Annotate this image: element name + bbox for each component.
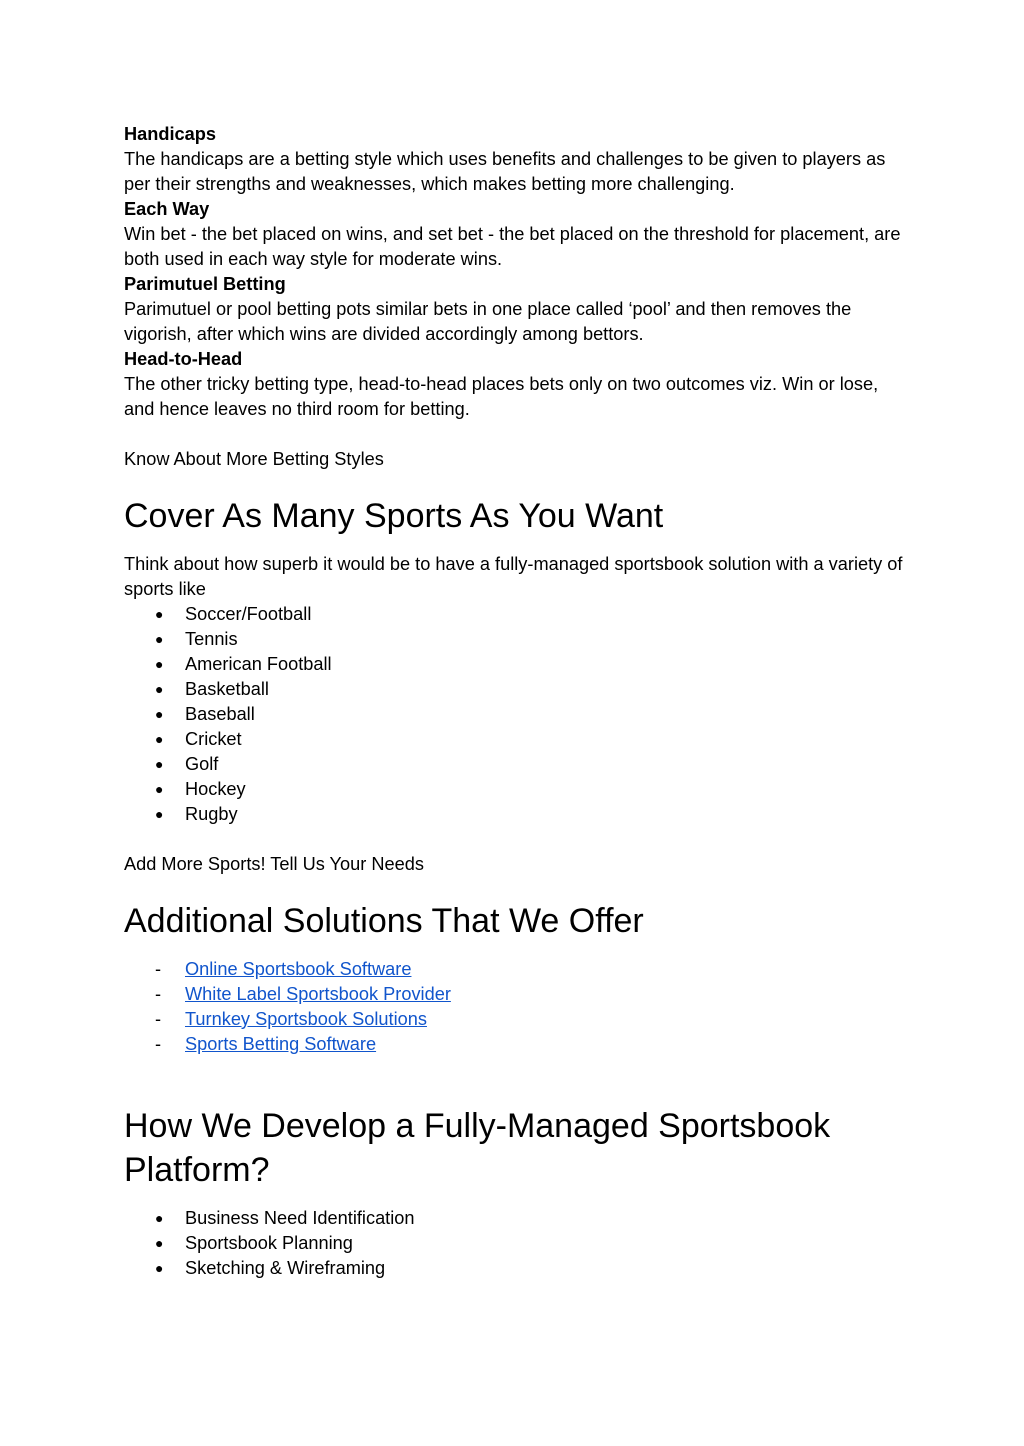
dash-marker: -	[155, 1009, 162, 1029]
sport-label: Tennis	[185, 629, 238, 649]
step-label: Sportsbook Planning	[185, 1233, 353, 1253]
betting-definitions	[124, 122, 904, 422]
sport-label: Golf	[185, 754, 219, 774]
develop-list	[124, 1206, 904, 1281]
spacer	[124, 827, 904, 852]
bullet-icon: ●	[155, 606, 164, 622]
know-more-text: Know About More Betting Styles	[124, 449, 384, 469]
list-item	[124, 1032, 904, 1057]
spacer	[124, 422, 904, 447]
step-label: Business Need Identification	[185, 1208, 415, 1228]
list-item	[124, 802, 904, 827]
definition-text: The other tricky betting type, head-to-head places bets only on two outcomes viz. Win or lose, and hence leaves no third room for betting.	[124, 374, 879, 419]
sports-list	[124, 602, 904, 827]
solutions-heading: Additional Solutions That We Offer	[124, 902, 644, 940]
list-item	[124, 727, 904, 752]
document-page	[124, 122, 904, 1281]
bullet-icon: ●	[155, 1260, 164, 1276]
sports-cta: Add More Sports! Tell Us Your Needs	[124, 854, 424, 874]
definition-term: Each Way	[124, 199, 210, 219]
definition-term: Handicaps	[124, 124, 216, 144]
list-item	[124, 652, 904, 677]
bullet-icon: ●	[155, 1210, 164, 1226]
solutions-list	[124, 957, 904, 1057]
sport-label: American Football	[185, 654, 332, 674]
list-item	[124, 627, 904, 652]
list-item	[124, 677, 904, 702]
dash-marker: -	[155, 1034, 162, 1054]
list-item	[124, 1231, 904, 1256]
bullet-icon: ●	[155, 656, 164, 672]
list-item	[124, 1206, 904, 1231]
list-item	[124, 1256, 904, 1281]
link-sports-betting-software[interactable]: Sports Betting Software	[185, 1034, 377, 1054]
sport-label: Baseball	[185, 704, 255, 724]
list-item	[124, 752, 904, 777]
sport-label: Basketball	[185, 679, 269, 699]
definition-term: Parimutuel Betting	[124, 274, 286, 294]
bullet-icon: ●	[155, 631, 164, 647]
link-white-label-sportsbook-provider[interactable]: White Label Sportsbook Provider	[185, 984, 451, 1004]
link-turnkey-sportsbook-solutions[interactable]: Turnkey Sportsbook Solutions	[185, 1009, 427, 1029]
sport-label: Rugby	[185, 804, 238, 824]
list-item	[124, 1007, 904, 1032]
sport-label: Cricket	[185, 729, 242, 749]
sport-label: Soccer/Football	[185, 604, 312, 624]
develop-heading: How We Develop a Fully-Managed Sportsbook Platform?	[124, 1107, 831, 1189]
definition-text: The handicaps are a betting style which uses benefits and challenges to be given to players as per their strengths and weaknesses, which makes betting more challenging.	[124, 149, 886, 194]
bullet-icon: ●	[155, 731, 164, 747]
definition-text: Parimutuel or pool betting pots similar bets in one place called ‘pool’ and then removes the vigorish, after which wins are divided accordingly among bettors.	[124, 299, 852, 344]
dash-marker: -	[155, 959, 162, 979]
link-online-sportsbook-software[interactable]: Online Sportsbook Software	[185, 959, 412, 979]
list-item	[124, 957, 904, 982]
sports-intro: Think about how superb it would be to have a fully-managed sportsbook solution with a variety of sports like	[124, 554, 903, 599]
sport-label: Hockey	[185, 779, 246, 799]
dash-marker: -	[155, 984, 162, 1004]
bullet-icon: ●	[155, 806, 164, 822]
list-item	[124, 982, 904, 1007]
bullet-icon: ●	[155, 781, 164, 797]
definition-text: Win bet - the bet placed on wins, and set bet - the bet placed on the threshold for placement, are both used in each way style for moderate wins.	[124, 224, 901, 269]
bullet-icon: ●	[155, 681, 164, 697]
sports-heading: Cover As Many Sports As You Want	[124, 497, 664, 535]
list-item	[124, 602, 904, 627]
bullet-icon: ●	[155, 756, 164, 772]
bullet-icon: ●	[155, 706, 164, 722]
bullet-icon: ●	[155, 1235, 164, 1251]
definition-term: Head-to-Head	[124, 349, 243, 369]
step-label: Sketching & Wireframing	[185, 1258, 386, 1278]
list-item	[124, 777, 904, 802]
list-item	[124, 702, 904, 727]
